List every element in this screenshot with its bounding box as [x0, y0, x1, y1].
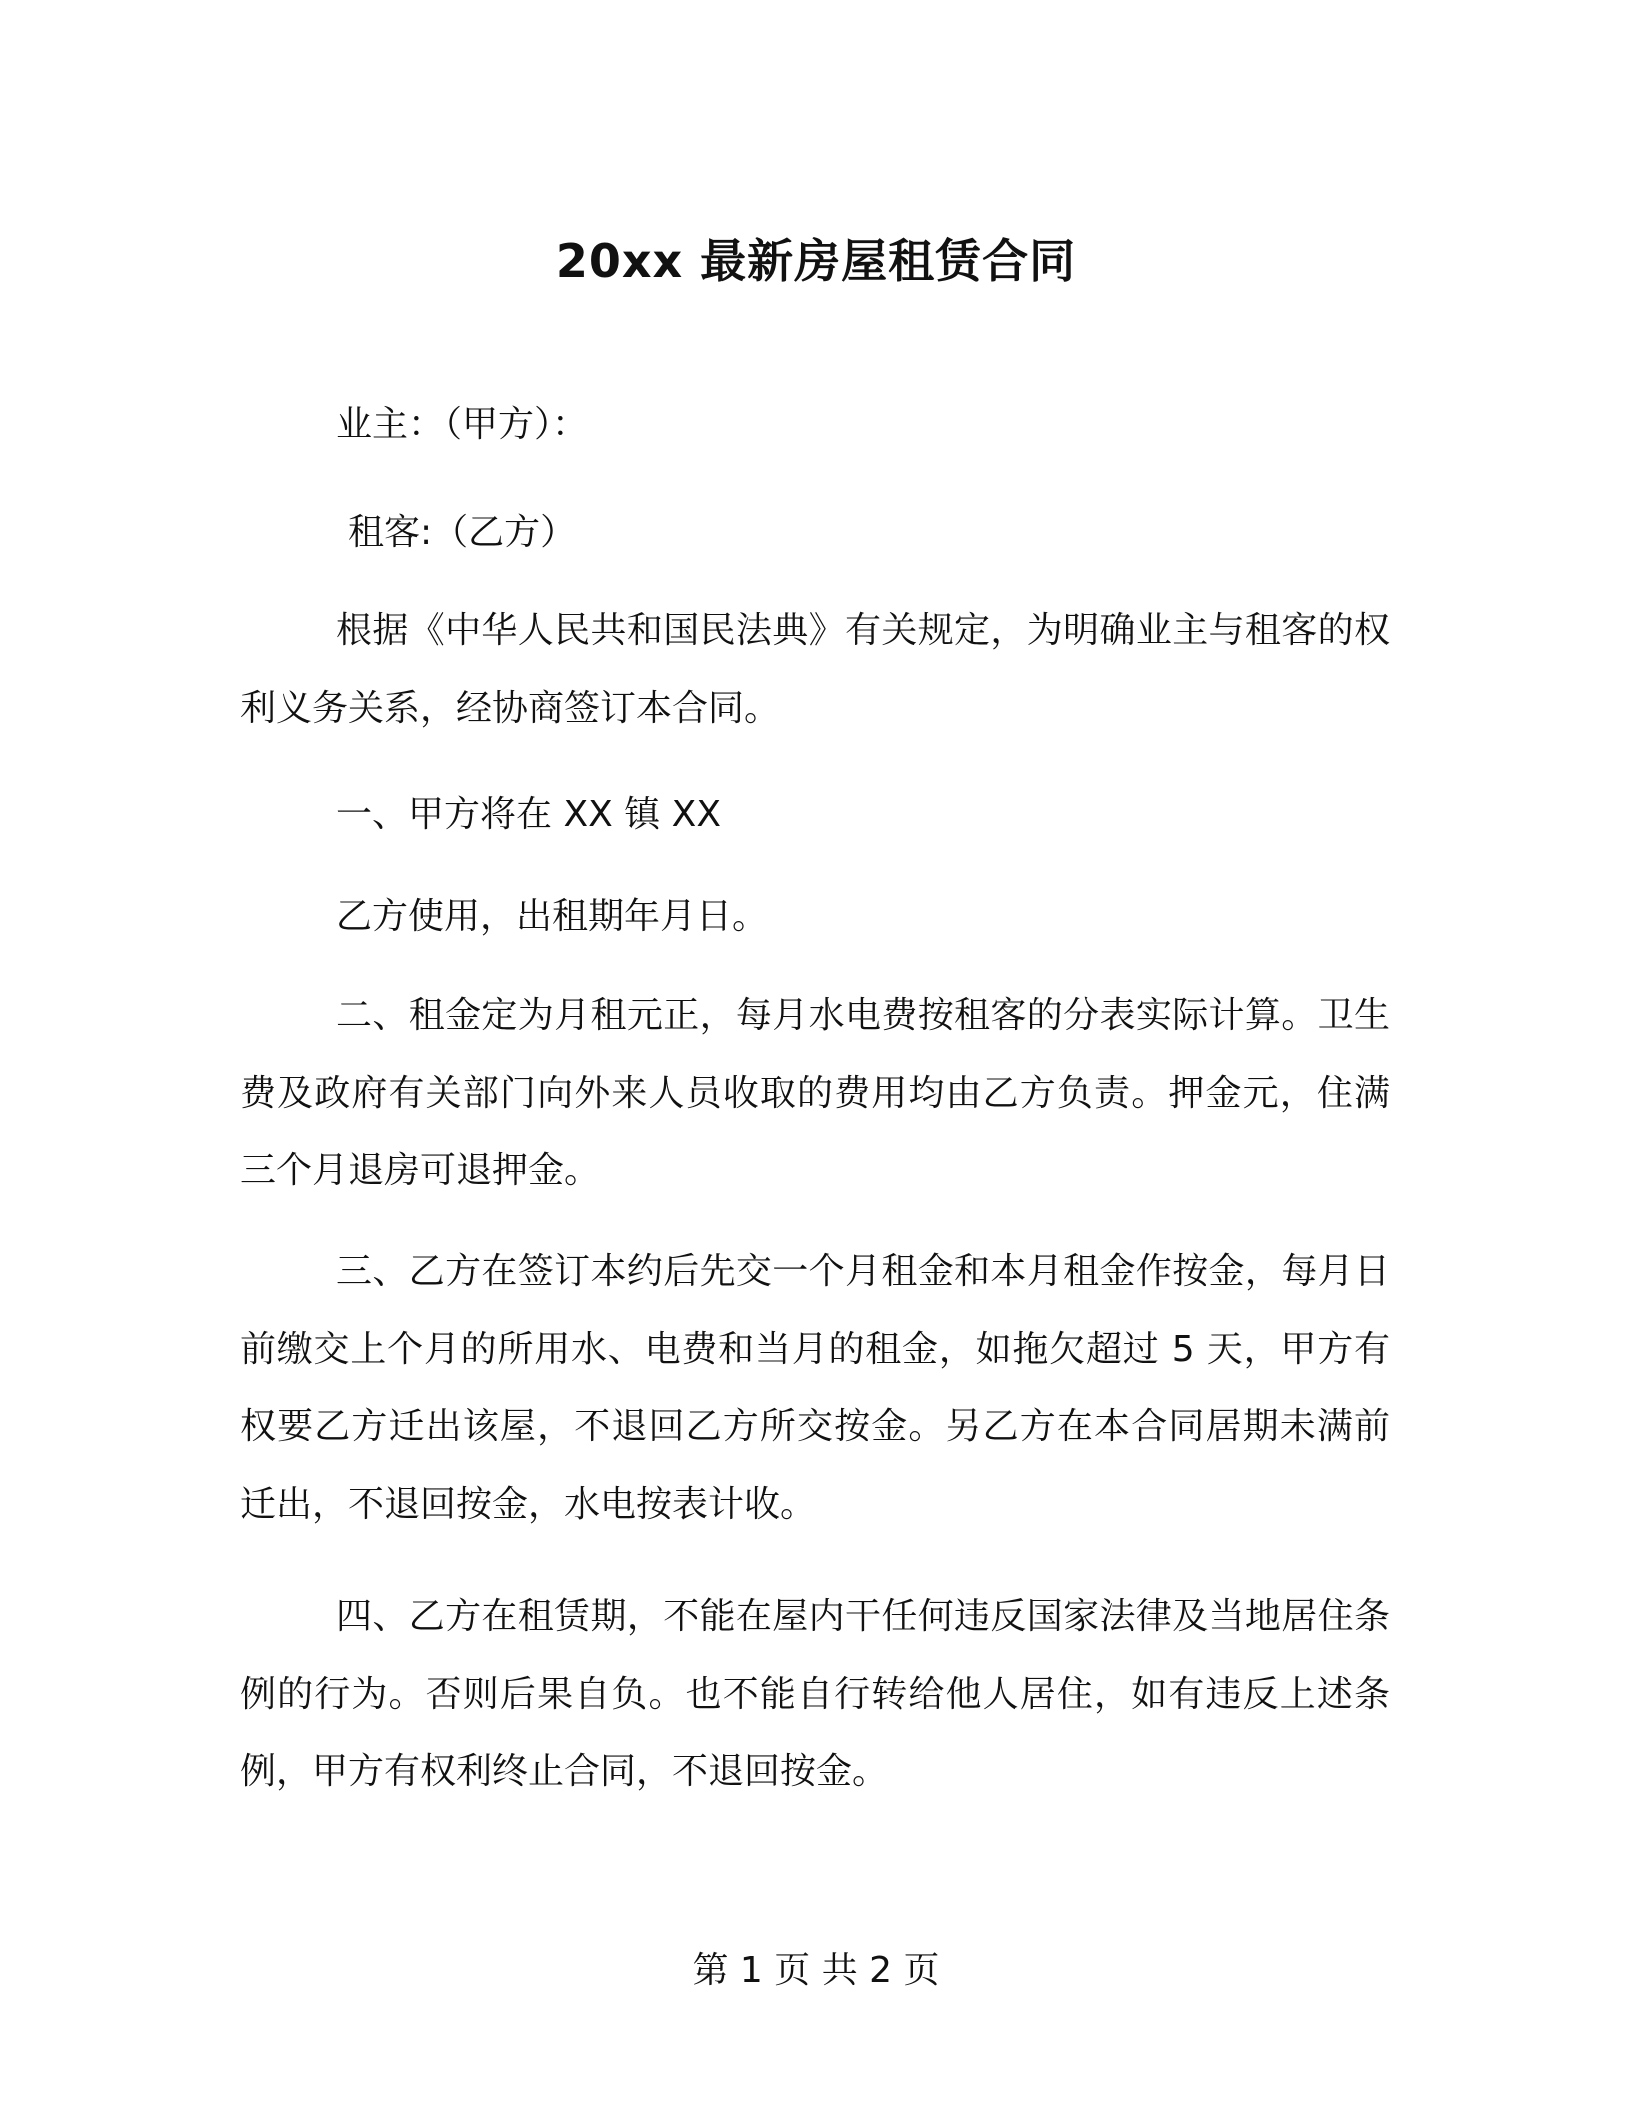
clause-2-paragraph: 二、租金定为月租元正，每月水电费按租客的分表实际计算。卫生费及政府有关部门向外来人员收取的费用均由乙方负责。押金元，住满三个月退房可退押金。: [240, 995, 1390, 1191]
intro-paragraph: 根据《中华人民共和国民法典》有关规定，为明确业主与租客的权利义务关系，经协商签订本合同。: [240, 610, 1390, 729]
tenant-line: 租客:（乙方）: [348, 512, 577, 553]
clause-4-paragraph: 四、乙方在租赁期，不能在屋内干任何违反国家法律及当地居住条例的行为。否则后果自负。也不能自行转给他人居住，如有违反上述条例，甲方有权利终止合同，不退回按金。: [240, 1596, 1390, 1792]
document-title: 20xx 最新房屋租赁合同: [555, 234, 1077, 288]
owner-line: 业主：（甲方）：: [336, 404, 589, 445]
page-indicator: 第 1 页 共 2 页: [692, 1950, 940, 1991]
clause-1-line-1: 一、甲方将在 XX 镇 XX: [336, 794, 721, 835]
clause-3-paragraph: 三、乙方在签订本约后先交一个月租金和本月租金作按金，每月日前缴交上个月的所用水、电费和当月的租金，如拖欠超过 5 天，甲方有权要乙方迁出该屋，不退回乙方所交按金。另乙方在本合同居期未满前迁出，不退回按金，水电按表计收。: [240, 1251, 1390, 1525]
clause-1-line-2: 乙方使用，出租期年月日。: [336, 896, 769, 937]
